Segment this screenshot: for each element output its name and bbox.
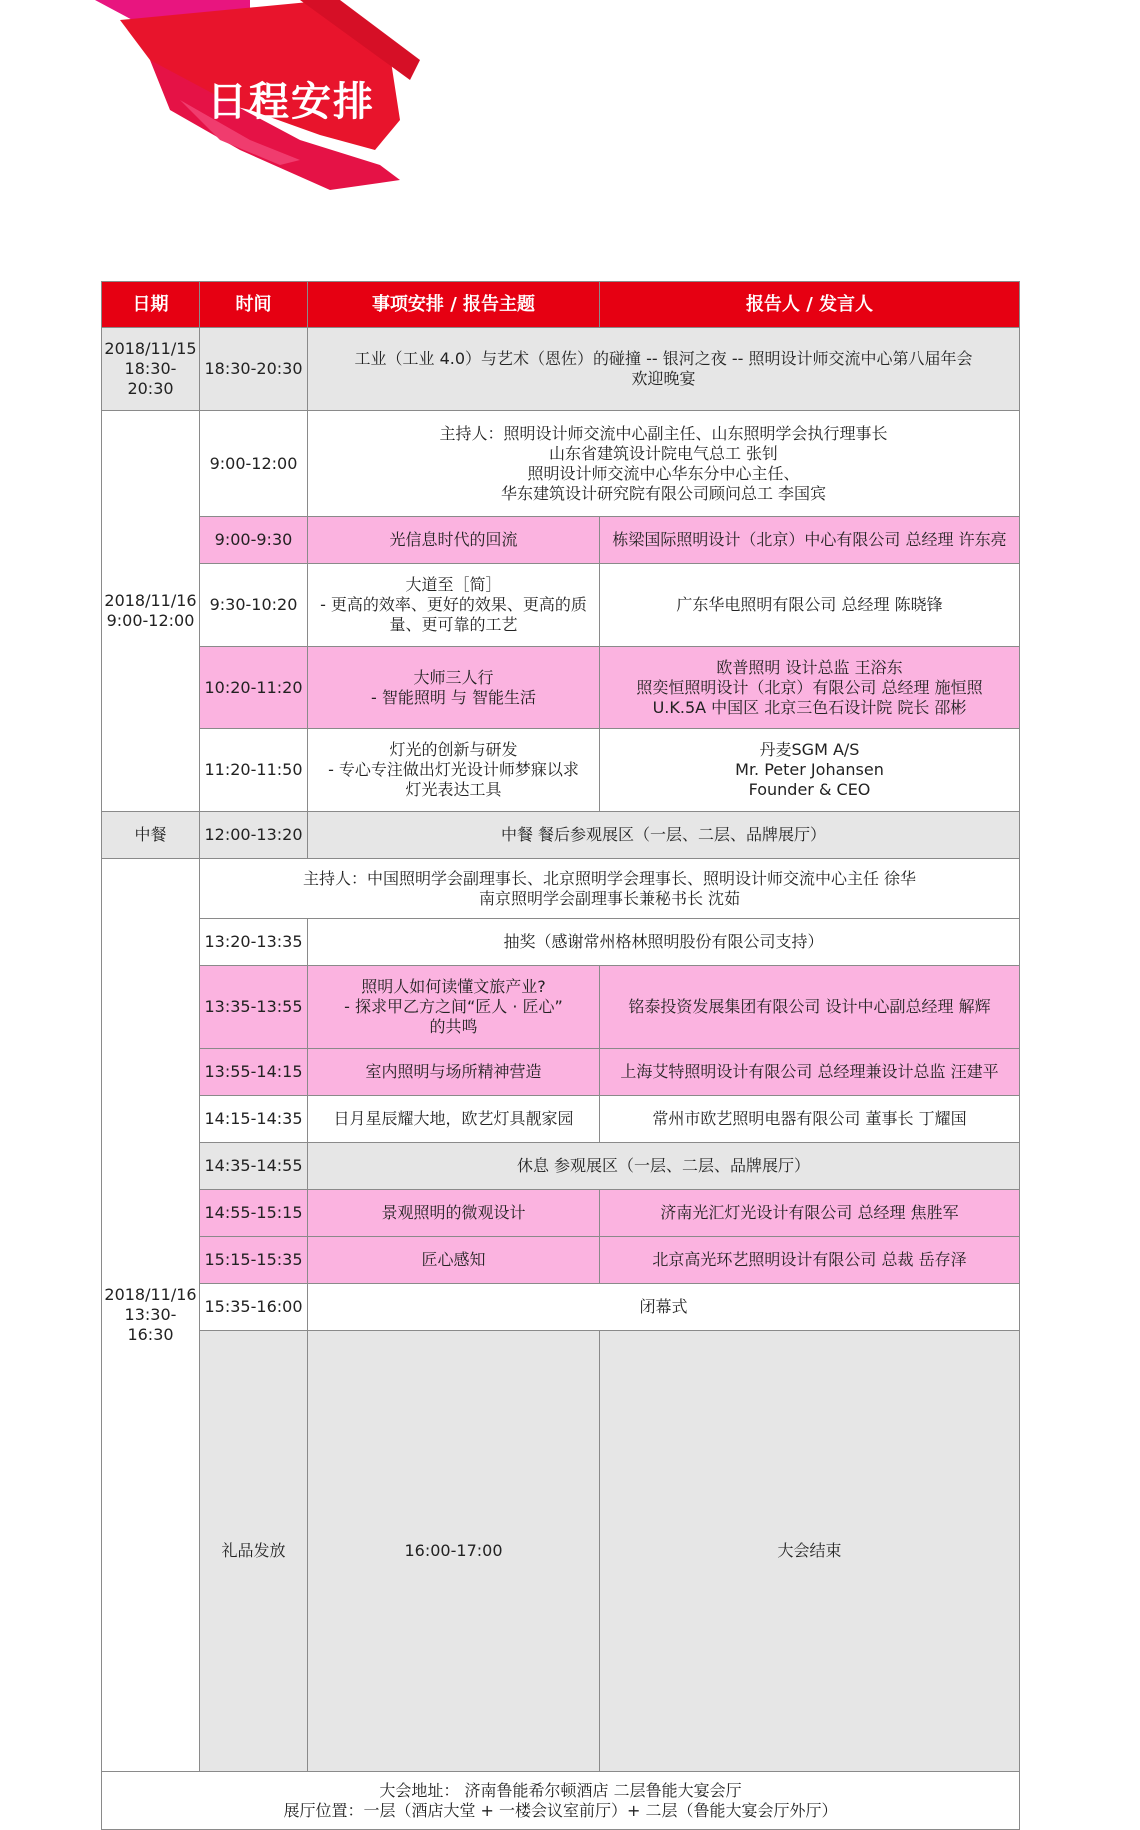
topic-cell: 光信息时代的回流 xyxy=(308,517,600,564)
speaker-cell: 栋梁国际照明设计（北京）中心有限公司 总经理 许东亮 xyxy=(600,517,1020,564)
table-row xyxy=(102,1284,1020,1331)
header-time: 时间 xyxy=(200,282,308,328)
speaker-cell: 欧普照明 设计总监 王浴东 照奕恒照明设计（北京）有限公司 总经理 施恒照 U.K.5A 中国区 北京三色石设计院 院长 邵彬 xyxy=(600,647,1020,729)
host-cell: 主持人：中国照明学会副理事长、北京照明学会理事长、照明设计师交流中心主任 徐华 南京照明学会副理事长兼秘书长 沈茹 xyxy=(200,859,1020,919)
topic-cell: 室内照明与场所精神营造 xyxy=(308,1049,600,1096)
topic-cell: 匠心感知 xyxy=(308,1237,600,1284)
schedule-table xyxy=(101,281,1020,1830)
time-cell: 9:00-9:30 xyxy=(200,517,308,564)
table-row xyxy=(102,1237,1020,1284)
topic-cell: 工业（工业 4.0）与艺术（恩佐）的碰撞 -- 银河之夜 -- 照明设计师交流中心第八届年会 欢迎晚宴 xyxy=(308,328,1020,411)
topic-cell: 景观照明的微观设计 xyxy=(308,1190,600,1237)
speaker-cell: 铭泰投资发展集团有限公司 设计中心副总经理 解辉 xyxy=(600,966,1020,1049)
time-cell: 9:00-12:00 xyxy=(200,411,308,517)
table-row xyxy=(102,919,1020,966)
date-cell: 2018/11/16 9:00-12:00 xyxy=(102,411,200,812)
time-cell: 18:30-20:30 xyxy=(200,328,308,411)
venue-info: 大会地址： 济南鲁能希尔顿酒店 二层鲁能大宴会厅 展厅位置：一层（酒店大堂 + 一楼会议室前厅）+ 二层（鲁能大宴会厅外厅） xyxy=(102,1772,1020,1830)
date-cell: 2018/11/15 18:30- 20:30 xyxy=(102,328,200,411)
time-cell: 13:55-14:15 xyxy=(200,1049,308,1096)
host-cell: 主持人：照明设计师交流中心副主任、山东照明学会执行理事长 山东省建筑设计院电气总工 张钊 照明设计师交流中心华东分中心主任、 华东建筑设计研究院有限公司顾问总工 李国宾 xyxy=(308,411,1020,517)
topic-cell: 休息 参观展区（一层、二层、品牌展厅） xyxy=(308,1143,1020,1190)
table-row xyxy=(102,411,1020,517)
time-cell: 16:00-17:00 xyxy=(308,1331,600,1772)
speaker-cell: 常州市欧艺照明电器有限公司 董事长 丁耀国 xyxy=(600,1096,1020,1143)
time-cell: 15:35-16:00 xyxy=(200,1284,308,1331)
topic-cell: 闭幕式 xyxy=(308,1284,1020,1331)
date-cell: 2018/11/16 13:30- 16:30 xyxy=(102,859,200,1772)
table-row xyxy=(102,1772,1020,1830)
time-cell: 14:15-14:35 xyxy=(200,1096,308,1143)
speaker-cell: 上海艾特照明设计有限公司 总经理兼设计总监 汪建平 xyxy=(600,1049,1020,1096)
table-row xyxy=(102,812,1020,859)
header-topic: 事项安排 / 报告主题 xyxy=(308,282,600,328)
table-row xyxy=(102,1331,1020,1772)
table-row xyxy=(102,517,1020,564)
time-cell: 14:55-15:15 xyxy=(200,1190,308,1237)
time-cell: 11:20-11:50 xyxy=(200,729,308,812)
topic-cell: 灯光的创新与研发 - 专心专注做出灯光设计师梦寐以求 灯光表达工具 xyxy=(308,729,600,812)
header-speaker: 报告人 / 发言人 xyxy=(600,282,1020,328)
topic-cell: 中餐 餐后参观展区（一层、二层、品牌展厅） xyxy=(308,812,1020,859)
table-row xyxy=(102,647,1020,729)
table-row xyxy=(102,1096,1020,1143)
time-cell: 15:15-15:35 xyxy=(200,1237,308,1284)
time-cell: 13:20-13:35 xyxy=(200,919,308,966)
table-header-row xyxy=(102,282,1020,328)
table-row xyxy=(102,564,1020,647)
speaker-cell: 丹麦SGM A/S Mr. Peter Johansen Founder & CEO xyxy=(600,729,1020,812)
time-cell: 10:20-11:20 xyxy=(200,647,308,729)
page-title: 日程安排 xyxy=(207,79,375,125)
table-row xyxy=(102,859,1020,919)
table-row xyxy=(102,966,1020,1049)
time-cell: 12:00-13:20 xyxy=(200,812,308,859)
speaker-cell: 广东华电照明有限公司 总经理 陈晓锋 xyxy=(600,564,1020,647)
time-cell: 9:30-10:20 xyxy=(200,564,308,647)
speaker-cell: 北京高光环艺照明设计有限公司 总裁 岳存泽 xyxy=(600,1237,1020,1284)
table-row xyxy=(102,1190,1020,1237)
topic-cell: 大师三人行 - 智能照明 与 智能生活 xyxy=(308,647,600,729)
topic-cell: 日月星辰耀大地，欧艺灯具靓家园 xyxy=(308,1096,600,1143)
topic-cell: 照明人如何读懂文旅产业? - 探求甲乙方之间“匠人 · 匠心” 的共鸣 xyxy=(308,966,600,1049)
table-row xyxy=(102,729,1020,812)
time-cell: 14:35-14:55 xyxy=(200,1143,308,1190)
date-cell: 礼品发放 xyxy=(200,1331,308,1772)
table-row xyxy=(102,1049,1020,1096)
header-date: 日期 xyxy=(102,282,200,328)
topic-cell: 大会结束 xyxy=(600,1331,1020,1772)
time-cell: 13:35-13:55 xyxy=(200,966,308,1049)
speaker-cell: 济南光汇灯光设计有限公司 总经理 焦胜军 xyxy=(600,1190,1020,1237)
table-row xyxy=(102,328,1020,411)
topic-cell: 大道至［简］ - 更高的效率、更好的效果、更高的质 量、更可靠的工艺 xyxy=(308,564,600,647)
date-cell: 中餐 xyxy=(102,812,200,859)
table-row xyxy=(102,1143,1020,1190)
topic-cell: 抽奖（感谢常州格林照明股份有限公司支持） xyxy=(308,919,1020,966)
